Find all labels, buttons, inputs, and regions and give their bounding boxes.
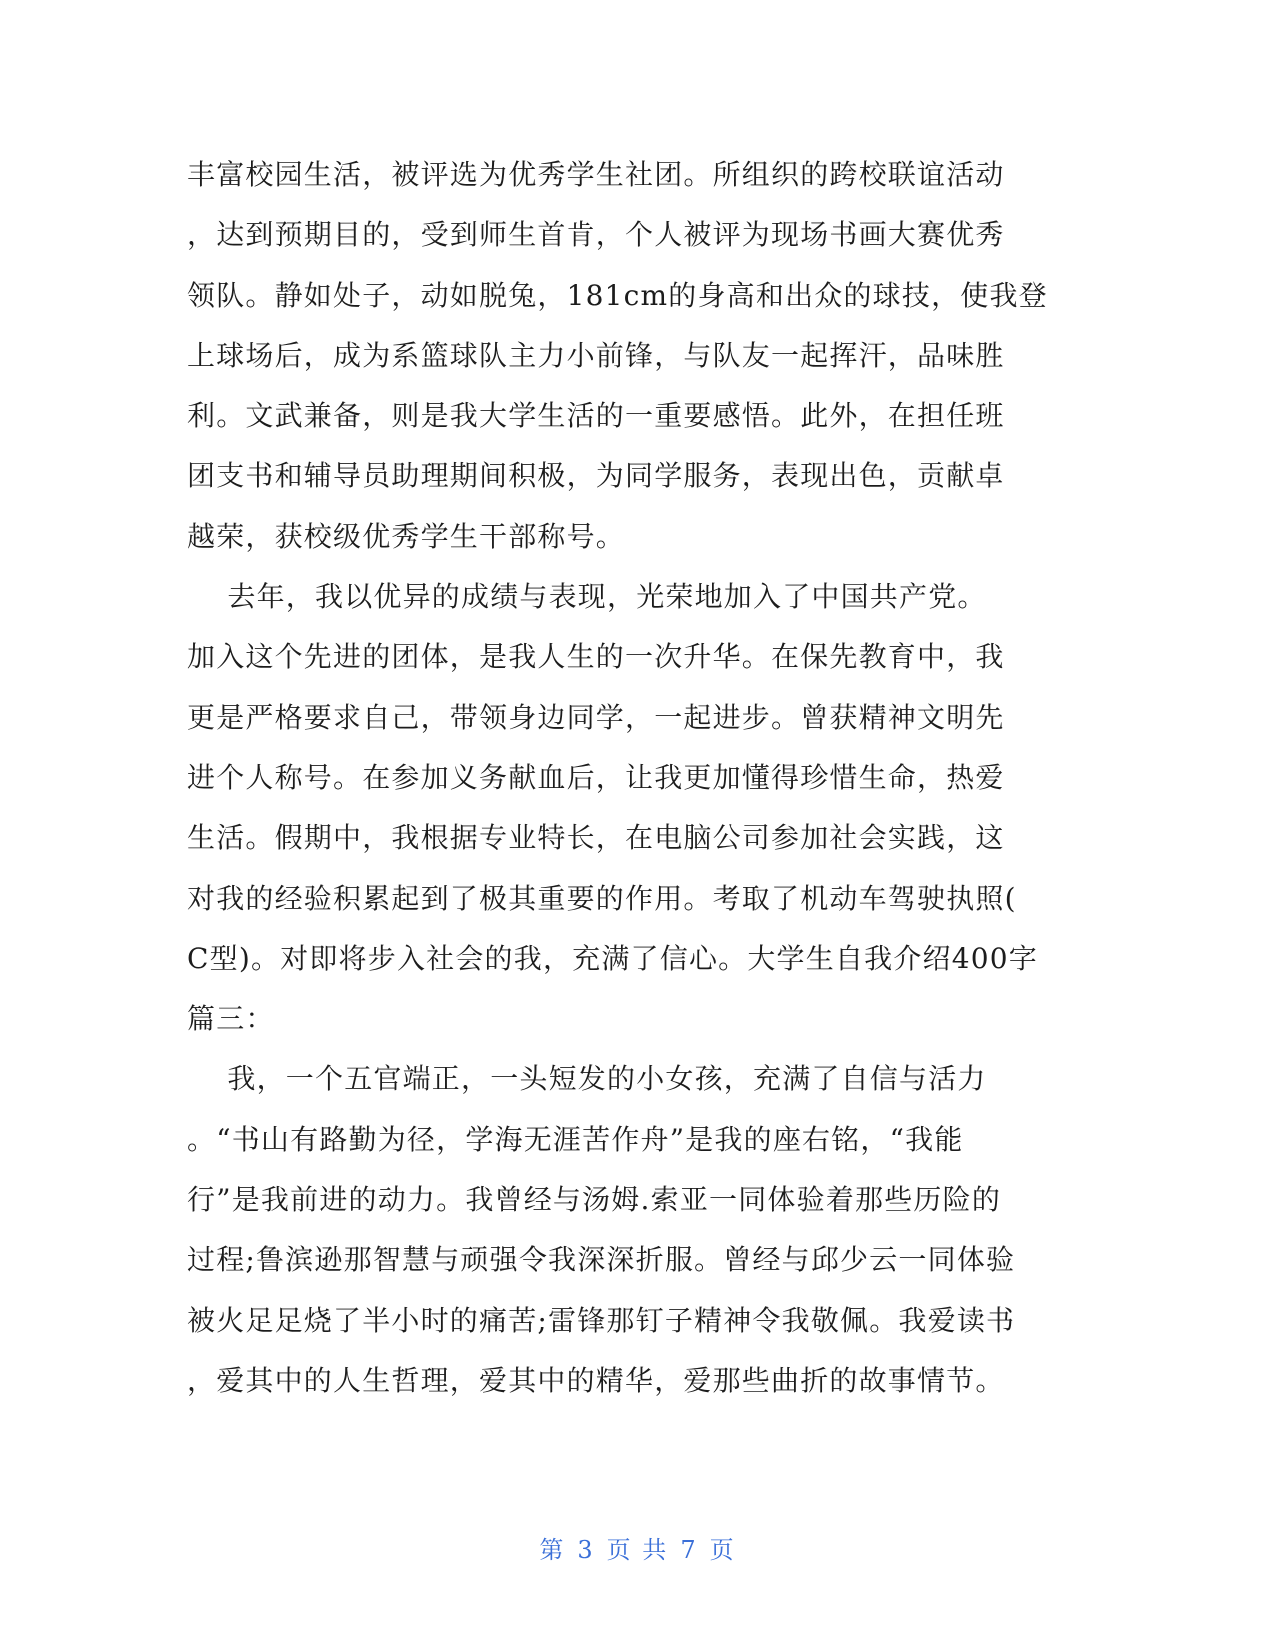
text-line: 利。文武兼备，则是我大学生活的一重要感悟。此外，在担任班 — [187, 399, 1005, 433]
text-line: 我，一个五官端正，一头短发的小女孩，充满了自信与活力 — [187, 1062, 987, 1096]
text-line: 进个人称号。在参加义务献血后，让我更加懂得珍惜生命，热爱 — [187, 760, 1005, 794]
text-line: 加入这个先进的团体，是我人生的一次升华。在保先教育中，我 — [187, 640, 1005, 674]
text-line: 对我的经验积累起到了极其重要的作用。考取了机动车驾驶执照( — [187, 881, 1017, 915]
page-footer — [0, 1530, 1275, 1565]
footer-page-number: 3 — [577, 1536, 595, 1564]
text-line: 去年，我以优异的成绩与表现，光荣地加入了中国共产党。 — [187, 580, 987, 614]
text-line: 过程;鲁滨逊那智慧与顽强令我深深折服。曾经与邱少云一同体验 — [187, 1243, 1016, 1277]
footer-suffix: 页 — [709, 1536, 736, 1564]
text-line: 篇三： — [187, 1002, 275, 1036]
footer-total-pages: 7 — [680, 1536, 698, 1564]
text-line: 上球场后，成为系篮球队主力小前锋，与队友一起挥汗，品味胜 — [187, 338, 1005, 372]
text-line: C型)。对即将步入社会的我，充满了信心。大学生自我介绍400字 — [187, 941, 1038, 975]
text-line: 生活。假期中，我根据专业特长，在电脑公司参加社会实践，这 — [187, 821, 1005, 855]
text-line: 越荣，获校级优秀学生干部称号。 — [187, 519, 626, 553]
text-line: 领队。静如处子，动如脱兔，181cm的身高和出众的球技，使我登 — [187, 278, 1048, 312]
text-line: ，爱其中的人生哲理，爱其中的精华，爱那些曲折的故事情节。 — [187, 1363, 1005, 1397]
footer-prefix: 第 — [539, 1536, 566, 1564]
footer-middle: 页 共 — [606, 1536, 669, 1564]
text-line: 。“书山有路勤为径，学海无涯苦作舟”是我的座右铭，“我能 — [187, 1122, 964, 1156]
text-line: ，达到预期目的，受到师生首肯，个人被评为现场书画大赛优秀 — [187, 218, 1005, 252]
text-line: 行”是我前进的动力。我曾经与汤姆.索亚一同体验着那些历险的 — [187, 1183, 1002, 1217]
text-line: 被火足足烧了半小时的痛苦;雷锋那钉子精神令我敬佩。我爱读书 — [187, 1303, 1016, 1337]
text-line: 更是严格要求自己，带领身边同学，一起进步。曾获精神文明先 — [187, 700, 1005, 734]
text-line: 丰富校园生活，被评选为优秀学生社团。所组织的跨校联谊活动 — [187, 158, 1005, 191]
text-line: 团支书和辅导员助理期间积极，为同学服务，表现出色，贡献卓 — [187, 459, 1005, 493]
body-text — [187, 145, 1087, 1411]
